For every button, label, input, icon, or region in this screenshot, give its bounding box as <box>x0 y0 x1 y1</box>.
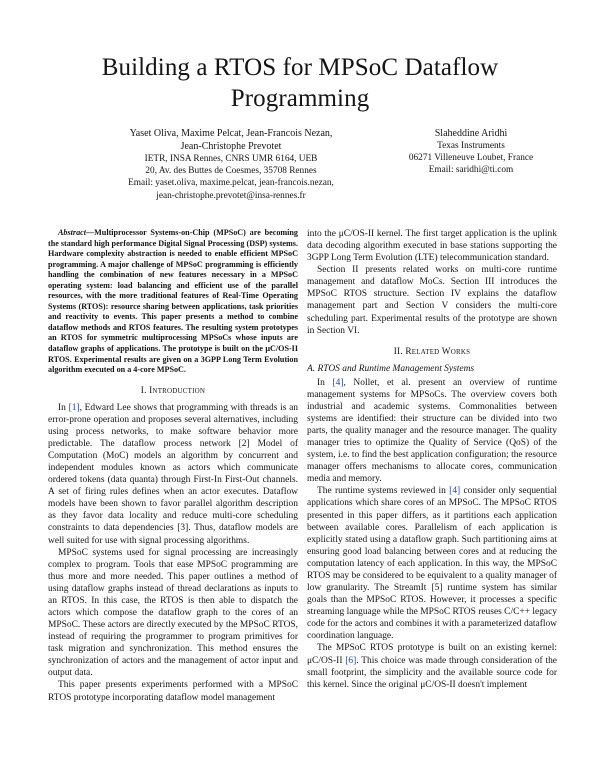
affiliation-line-1: IETR, INSA Rennes, CNRS UMR 6164, UEB <box>144 154 318 164</box>
abstract <box>48 228 298 376</box>
email-line-2: jean-christophe.prevotet@insa-rennes.fr <box>156 190 306 201</box>
abstract-lead: Abstract <box>58 228 86 237</box>
author-name: Slaheddine Aridhi <box>434 128 508 139</box>
citation-link[interactable]: [1] <box>68 402 80 413</box>
related-paragraph-3 <box>307 642 557 690</box>
intro-paragraph-3 <box>48 679 298 703</box>
email-line-1: Email: yaset.oliva, maxime.pelcat, jean-francois.nezan, <box>128 178 334 189</box>
title-line-2: Programming <box>230 85 370 112</box>
title-line-1: Building a RTOS for MPSoC Dataflow <box>101 54 499 81</box>
paragraph-text: , Edward Lee shows that programming with threads is an error-prone operation and proposes several alternatives, including using process networks, to make software behavior more predictable. The dataflow process network [2] Model of Computation (MoC) models an algorithm by concurrent and independent modules known as actors which communicate ordered tokens (data quanta) through First-In First-Out channels. A set of firing rules defines when an actor executes. Dataflow models have been shown to favor parallel algorithm description as they favor data locality and reduce multi-core scheduling constraints to data dependencies [3]. Thus, dataflow models are well suited for use with signal processing algorithms. <box>48 402 298 546</box>
paragraph-text: This paper presents experiments performed with a MPSoC RTOS prototype incorporating dataflow model management <box>48 680 298 703</box>
paragraph-text: The runtime systems reviewed in <box>317 486 450 497</box>
author-block-ti <box>370 127 572 177</box>
intro-paragraph-1 <box>48 402 298 547</box>
paragraph-text: In <box>58 402 69 413</box>
intro-paragraph-outline: Section II presents related works on multi-core runtime management and dataflow MoCs. Section III introduces the MPSoC RTOS structure. Section IV explains the dataflow management part and Section V considers the multi-core scheduling part. Experimental results of the prototype are shown in Section VI. <box>307 265 557 336</box>
paragraph-text: , Nollet, et al. present an overview of runtime management systems for MPSoCs. The overview covers both industrial and academic systems. Commonalities between systems are identified: their structure can be divided into two parts, the quality manager and the resource manager. The quality manager tries to optimize the Quality of Service (QoS) of the system, i.e. to find the best application configuration; the resource manager offers mechanisms to allocate cores, communication media and memory. <box>307 377 557 485</box>
citation-link[interactable]: [4] <box>449 486 461 497</box>
author-block-ietr <box>100 127 362 202</box>
paper-title <box>0 52 600 114</box>
author-names-line-2: Jean-Christophe Prevotet <box>180 141 282 152</box>
related-paragraph-2 <box>307 485 557 642</box>
affiliation-line-2: 20, Av. des Buttes de Coesmes, 35708 Rennes <box>145 166 317 177</box>
intro-paragraph-2 <box>48 547 298 680</box>
email-line: Email: saridhi@ti.com <box>428 165 514 176</box>
intro-paragraph-continued: into the μC/OS-II kernel. The first target application is the uplink data decoding algorithm executed in base stations supporting the 3GPP Long Term Evolution (LTE) telecommunication standard. <box>307 229 557 264</box>
section-heading-related-works: II. Related Works <box>393 346 471 357</box>
paragraph-text: MPSoC systems used for signal processing are increasingly complex to program. Tools that ease MPSoC programming are thus more and more needed. This paper outlines a method of using dataflow graphs instead of thread declarations as inputs to an RTOS. In this case, the RTOS is then able to dispatch the actors which compose the dataflow graph to the cores of an MPSoC. These actors are directly executed by the MPSoC RTOS, instead of requiring the programmer to program primitives for task migration and synchronization. This method ensures the synchronization of actors and the management of actor input and output data. <box>48 547 298 679</box>
paragraph-text: consider only sequential applications which share cores of an MPSoC. The MPSoC RTOS presented in this paper differs, as it partitions each application between available cores. Parallelism of each application is explicitly stated using a dataflow graph. Such partitioning aims at ensuring good load balancing between cores and at reducing the computation latency of each application. In this way, the MPSoC RTOS may be considered to be equivalent to a quality manager of low granularity. The StreamIt [5] runtime system has similar goals than the MPSoC RTOS. However, it processes a specific streaming language while the MPSoC RTOS reuses C/C++ legacy code for the actors and combines it with a parameterized dataflow coordination language. <box>307 486 558 642</box>
author-names-line-1: Yaset Oliva, Maxime Pelcat, Jean-Francois Nezan, <box>129 128 333 139</box>
affiliation-line-1: Texas Instruments <box>437 141 505 151</box>
left-column <box>48 228 298 704</box>
section-heading-introduction: I. Introduction <box>140 385 206 396</box>
right-column <box>307 228 557 691</box>
abstract-text: —Multiprocessor Systems-on-Chip (MPSoC) are becoming the standard high performance Digital Signal Processing (DSP) systems. Hardware complexity abstraction is needed to enable efficient MPSoC programming. A major challenge of MPSoC programming is efficiently handling the combination of new features necessary in a MPSoC operating system: load balancing and efficient use of the parallel resources, with the more traditional features of Real-Time Operating Systems (RTOS): resource sharing between applications, task priorities and reactivity to events. This paper presents a method to combine dataflow methods and RTOS features. The resulting system prototypes an RTOS for symmetric multiprocessing MPSoCs whose inputs are dataflow graphs of applications. The prototype is built on the μC/OS-II RTOS. Experimental results are given on a 3GPP Long Term Evolution algorithm executed on a 4-core MPSoC. <box>48 228 298 375</box>
paragraph-text: In <box>317 377 333 388</box>
citation-link[interactable]: [6] <box>345 655 357 666</box>
paragraph-text: . This choice was made through consideration of the small footprint, the simplicity and the available source code for this kernel. Since the original μC/OS-II doesn't implement <box>307 655 557 690</box>
citation-link[interactable]: [4] <box>332 377 344 388</box>
affiliation-line-2: 06271 Villeneuve Loubet, France <box>408 153 534 164</box>
related-paragraph-1 <box>307 377 557 486</box>
paragraph-text: The MPSoC RTOS prototype is built on an existing kernel: μC/OS-II <box>307 643 557 666</box>
subsection-heading-rtos: A. RTOS and Runtime Management Systems <box>307 363 475 374</box>
